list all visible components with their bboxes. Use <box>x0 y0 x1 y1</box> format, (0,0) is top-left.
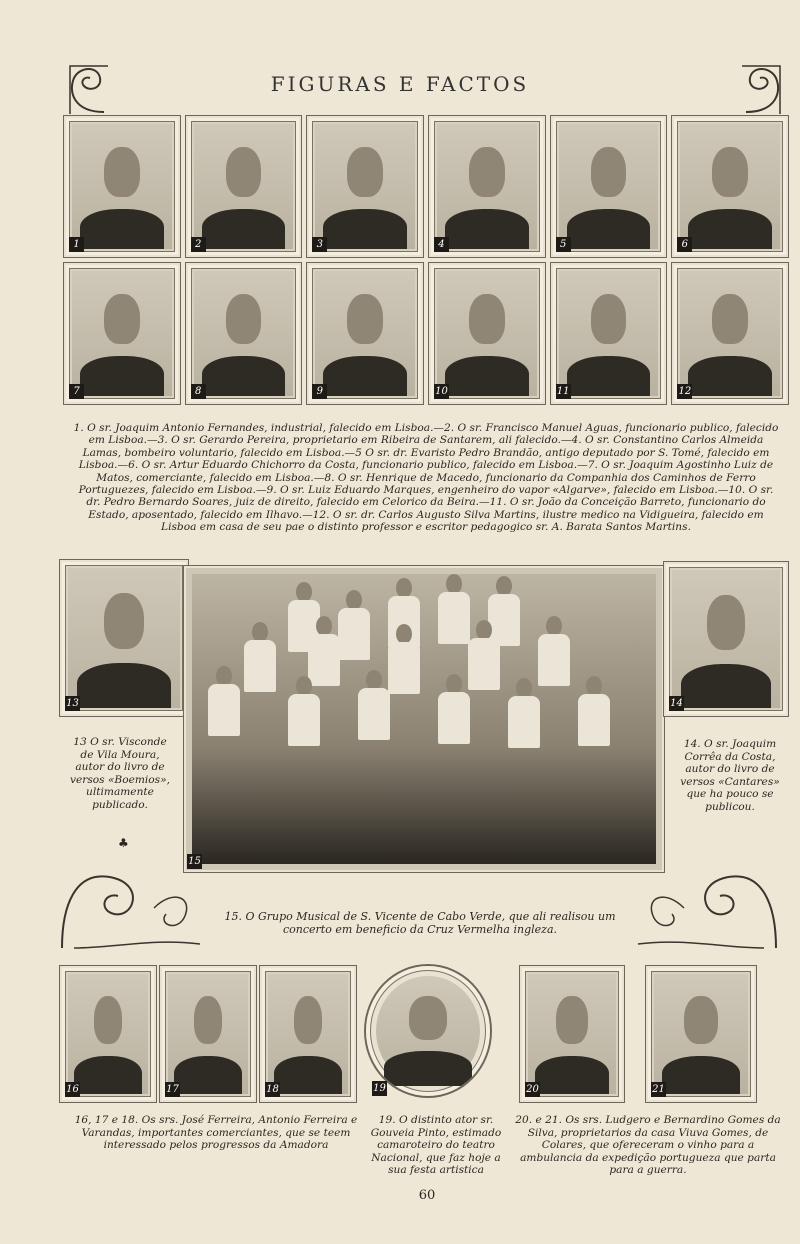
page-number: 60 <box>418 1188 436 1203</box>
caption-portraits-1-12: 1. O sr. Joaquim Antonio Fernandes, industrial, falecido em Lisboa.—2. O sr. Francisco Manuel Aguas, funcionario publico, falecido em Lisboa.—3. O sr. Gerardo Pereira, proprietario em Ribeira de Santarem, ali falecido.—4. O sr. Constantino Carlos Almeida Lamas, bombeiro voluntario, falecido em Lisboa.—5 O sr. dr. Evaristo Pedro Brandão, antigo deputado por S. Tomé, falecido em Lisboa.—6. O sr. Artur Eduardo Chichorro da Costa, funcionario publico, falecido em Lisboa.—7. O sr. Joaquim Agostinho Luiz de Matos, comerciante, falecido em Lisboa.—8. O sr. Henrique de Macedo, funcionario da Companhia dos Caminhos de Ferro Portuguezes, falecido em Lisboa.—9. O sr. Luiz Eduardo Marques, engenheiro do vapor «Algarve», falecido em Lisboa.—10. O sr. dr. Pedro Bernardo Soares, juiz de direito, falecido em Celorico da Beira.—11. O sr. João da Conceição Barreto, funcionario do Estado, aposentado, falecido em Ilhavo.—12. O sr. dr. Carlos Augusto Silva Martins, ilustre medico na Vidigueira, falecido em Lisboa em casa de seu pae o distinto professor e escritor pedagogico sr. A. Barata Santos Martins. <box>73 422 779 534</box>
portrait-photo <box>315 271 415 396</box>
portrait-number: 1 <box>69 237 84 252</box>
corner-ornament-right <box>740 62 786 116</box>
page-title: FIGURAS E FACTOS <box>270 72 530 96</box>
caption-13: 13 O sr. Visconde de Vila Moura, autor do livro de versos «Boemios», ultimamente publicado. <box>70 736 170 811</box>
scroll-ornament-right <box>634 848 784 958</box>
portrait-9 <box>307 263 423 404</box>
portrait-number: 6 <box>677 237 692 252</box>
portrait-8 <box>186 263 302 404</box>
portrait-20 <box>520 966 624 1102</box>
portrait-photo <box>315 124 415 249</box>
portrait-photo <box>528 974 616 1094</box>
portrait-14 <box>664 562 788 716</box>
portrait-number: 21 <box>652 1084 665 1095</box>
group-photo-musicians <box>184 566 664 872</box>
portrait-number: 12 <box>678 386 692 397</box>
portrait-photo <box>672 570 780 708</box>
portrait-number: 16 <box>66 1084 79 1095</box>
portrait-3 <box>307 116 423 257</box>
portrait-19 <box>358 962 498 1104</box>
portrait-21 <box>646 966 756 1102</box>
portrait-4 <box>429 116 545 257</box>
portrait-number: 14 <box>670 698 683 709</box>
portrait-number: 11 <box>556 386 570 397</box>
portrait-number: 10 <box>435 386 448 397</box>
portrait-photo <box>168 974 248 1094</box>
portrait-photo <box>194 271 294 396</box>
portrait-6 <box>672 116 788 257</box>
portrait-photo <box>437 271 537 396</box>
portrait-number: 4 <box>434 237 449 252</box>
portrait-number: 8 <box>191 384 206 399</box>
portrait-18 <box>260 966 356 1102</box>
portrait-number: 2 <box>191 237 206 252</box>
portrait-photo <box>68 568 180 708</box>
portrait-11 <box>551 263 667 404</box>
portrait-photo <box>680 271 780 396</box>
portrait-number: 19 <box>373 1083 386 1094</box>
portrait-photo <box>68 974 148 1094</box>
portrait-2 <box>186 116 302 257</box>
portrait-13 <box>60 560 188 716</box>
portrait-number: 18 <box>266 1084 279 1095</box>
portrait-number: 17 <box>166 1084 179 1095</box>
portrait-photo <box>72 124 172 249</box>
portrait-photo <box>559 271 659 396</box>
portrait-photo <box>194 124 294 249</box>
portrait-grid <box>64 116 788 404</box>
portrait-7 <box>64 263 180 404</box>
portrait-photo <box>72 271 172 396</box>
portrait-number: 5 <box>556 237 571 252</box>
portrait-photo <box>376 976 480 1086</box>
portrait-number: 15 <box>188 856 201 867</box>
portrait-number: 20 <box>526 1084 539 1095</box>
portrait-number: 13 <box>66 698 79 709</box>
portrait-16 <box>60 966 156 1102</box>
caption-20-21: 20. e 21. Os srs. Ludgero e Bernardino Gomes da Silva, proprietarios da casa Viuva Gomes, de Colares, que ofereceram o vinho para a ambulancia da expedição portugueza que parta para a guerra. <box>515 1114 781 1177</box>
caption-16-17-18: 16, 17 e 18. Os srs. José Ferreira, Antonio Ferreira e Varandas, importantes comerciantes, que se teem interessado pelos progressos da Amadora <box>74 1114 358 1152</box>
bottom-portrait-row <box>58 962 780 1104</box>
portrait-photo <box>268 974 348 1094</box>
portrait-photo <box>437 124 537 249</box>
portrait-number: 7 <box>69 384 84 399</box>
caption-14: 14. O sr. Joaquim Corrêa da Costa, autor do livro de versos «Cantares» que ha pouco se publicou. <box>680 738 780 813</box>
portrait-photo <box>654 974 748 1094</box>
portrait-1 <box>64 116 180 257</box>
caption-19: 19. O distinto ator sr. Gouveia Pinto, estimado camaroteiro do teatro Nacional, que faz hoje a sua festa artistica <box>370 1114 502 1177</box>
portrait-5 <box>551 116 667 257</box>
portrait-number: 3 <box>312 237 327 252</box>
portrait-photo <box>559 124 659 249</box>
club-icon: ♣ <box>118 836 129 850</box>
portrait-17 <box>160 966 256 1102</box>
scroll-ornament-left <box>54 848 204 958</box>
portrait-10 <box>429 263 545 404</box>
caption-15: 15. O Grupo Musical de S. Vicente de Cabo Verde, que ali realisou um concerto em beneficio da Cruz Vermelha ingleza. <box>224 910 616 936</box>
portrait-photo <box>680 124 780 249</box>
portrait-12 <box>672 263 788 404</box>
portrait-number: 9 <box>312 384 327 399</box>
